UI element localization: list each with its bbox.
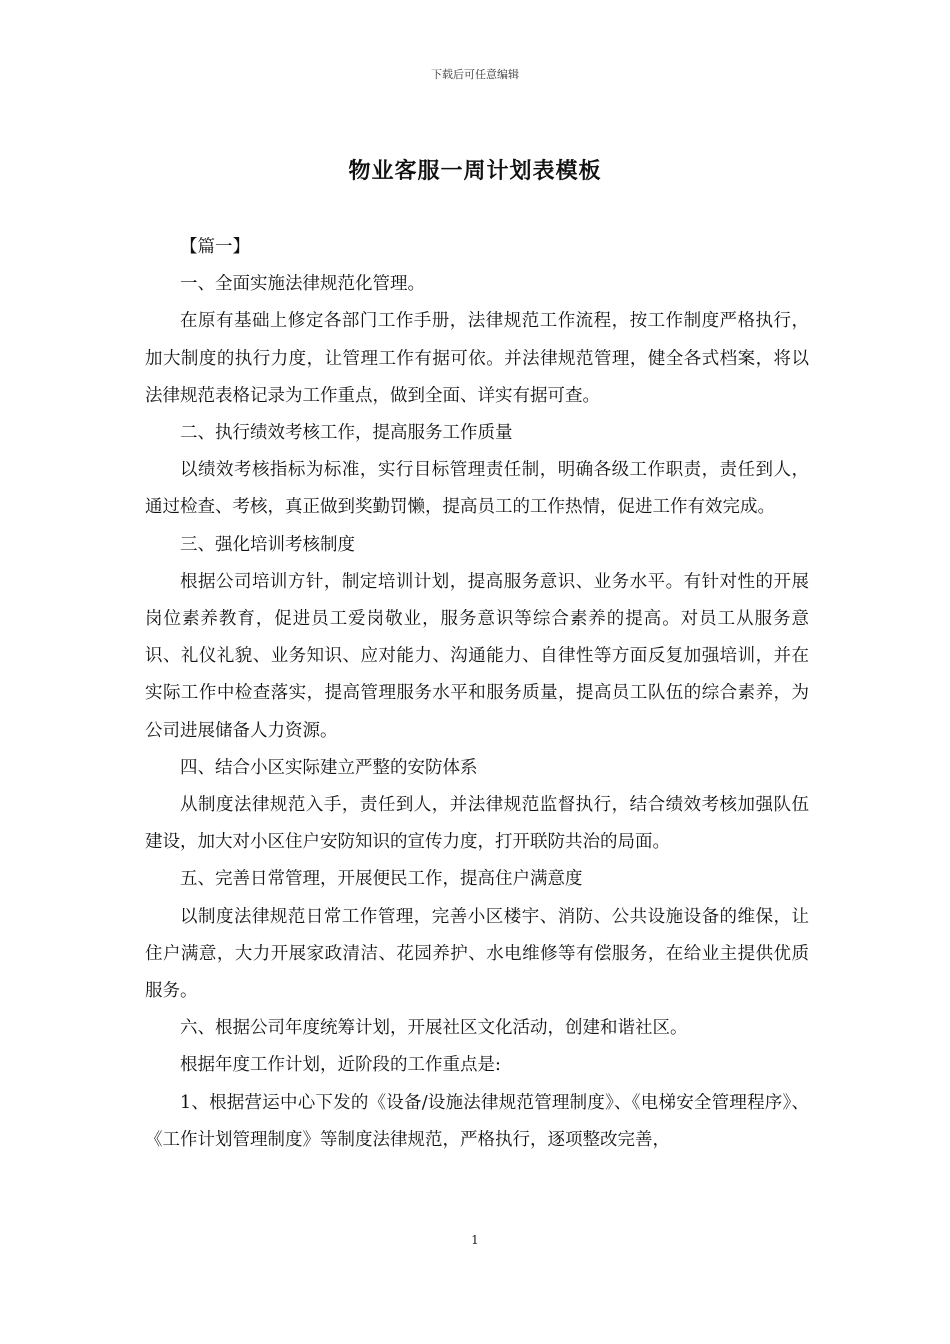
- section-heading-5: 五、完善日常管理，开展便民工作，提高住户满意度: [180, 869, 583, 890]
- section-label: 【篇一】: [180, 237, 250, 257]
- page-number: 1: [471, 1233, 479, 1247]
- paragraph-2: 以绩效考核指标为标准，实行目标管理责任制，明确各级工作职责，责任到人，通过检查、考核，真正做到奖勤罚懒，提高员工的工作热情，促进工作有效完成。: [145, 460, 809, 518]
- section-heading-4: 四、结合小区实际建立严整的安防体系: [180, 757, 478, 778]
- paragraph-1: 在原有基础上修定各部门工作手册，法律规范工作流程，按工作制度严格执行，加大制度的执行力度，让管理工作有据可依。并法律规范管理，健全各式档案，将以法律规范表格记录为工作重点，做到全面、详实有据可查。: [145, 311, 809, 406]
- section-heading-1: 一、全面实施法律规范化管理。: [180, 274, 425, 295]
- document-title: 物业客服一周计划表模板: [348, 158, 602, 184]
- header-note: 下载后可任意编辑: [431, 68, 519, 81]
- section-heading-3: 三、强化培训考核制度: [180, 534, 355, 555]
- paragraph-4: 从制度法律规范入手，责任到人，并法律规范监督执行，结合绩效考核加强队伍建设，加大对小区住户安防知识的宣传力度，打开联防共治的局面。: [145, 795, 809, 853]
- paragraph-3: 根据公司培训方针，制定培训计划，提高服务意识、业务水平。有针对性的开展岗位素养教育，促进员工爱岗敬业，服务意识等综合素养的提高。对员工从服务意识、礼仪礼貌、业务知识、应对能力、沟通能力、自律性等方面反复加强培训，并在实际工作中检查落实，提高管理服务水平和服务质量，提高员工队伍的综合素养，为公司进展储备人力资源。: [145, 571, 809, 741]
- paragraph-5: 以制度法律规范日常工作管理，完善小区楼宇、消防、公共设施设备的维保，让住户满意，大力开展家政清洁、花园养护、水电维修等有偿服务，在给业主提供优质服务。: [145, 906, 809, 1002]
- paragraph-7: 1、根据营运中心下发的《设备/设施法律规范管理制度》、《电梯安全管理程序》、《工作计划管理制度》等制度法律规范，严格执行，逐项整改完善，: [145, 1092, 809, 1150]
- section-heading-6: 六、根据公司年度统筹计划，开展社区文化活动，创建和谐社区。: [180, 1018, 688, 1039]
- section-heading-2: 二、执行绩效考核工作，提高服务工作质量: [180, 423, 513, 444]
- document-body: [145, 229, 809, 1159]
- paragraph-6: 根据年度工作计划，近阶段的工作重点是:: [180, 1055, 501, 1076]
